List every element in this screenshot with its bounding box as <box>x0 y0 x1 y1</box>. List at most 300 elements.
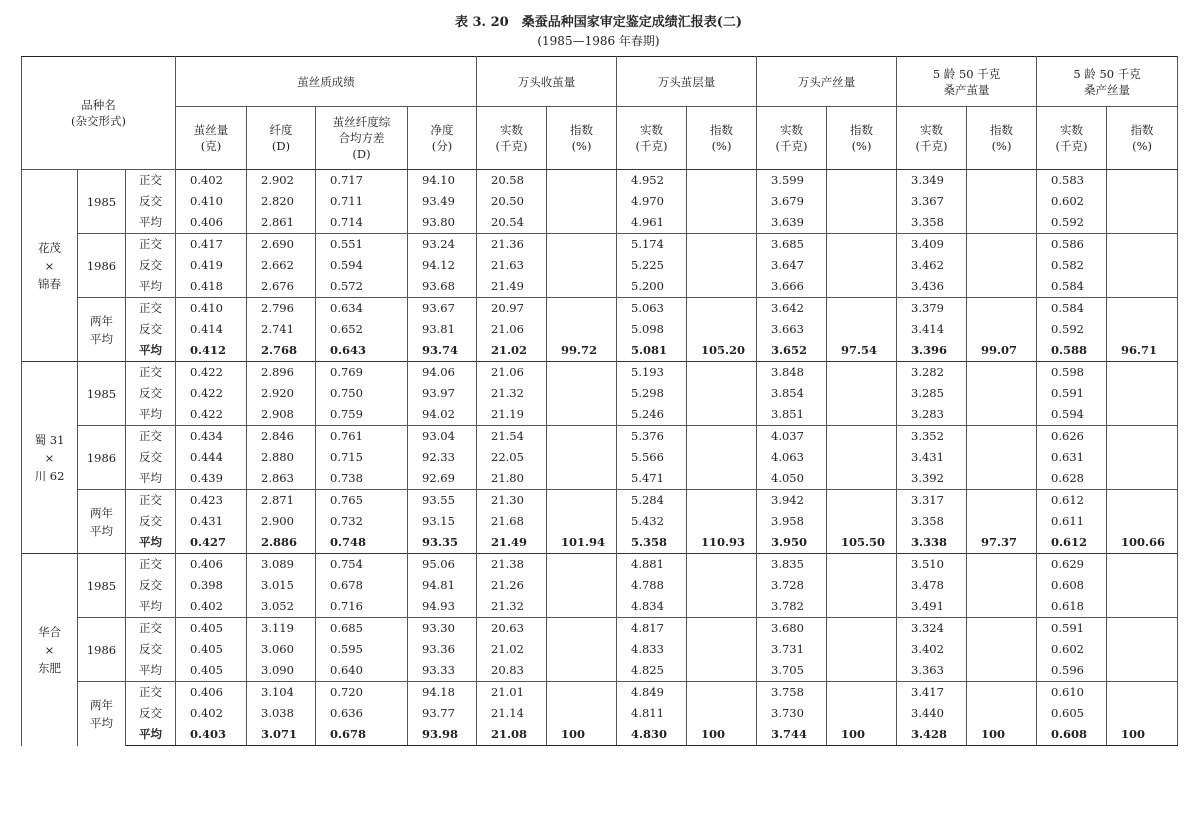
value-cell: 3.349 <box>897 170 967 192</box>
year-label: 1986 <box>78 426 126 490</box>
value-cell: 0.412 <box>176 340 247 362</box>
value-cell: 3.782 <box>757 596 827 618</box>
index-cell <box>967 362 1037 384</box>
index-cell <box>1107 618 1178 640</box>
value-cell: 92.69 <box>408 468 477 490</box>
header-actual: 实数 (千克) <box>1037 107 1107 170</box>
value-cell: 0.418 <box>176 276 247 298</box>
value-cell: 0.439 <box>176 468 247 490</box>
index-cell <box>1107 191 1178 212</box>
index-cell: 99.07 <box>967 340 1037 362</box>
index-cell <box>547 170 617 192</box>
index-cell <box>547 255 617 276</box>
value-cell: 3.338 <box>897 532 967 554</box>
value-cell: 94.18 <box>408 682 477 704</box>
year-label: 两年 平均 <box>78 682 126 746</box>
value-cell: 2.902 <box>247 170 316 192</box>
variety-name: 蜀 31 × 川 62 <box>22 362 78 554</box>
value-cell: 0.612 <box>1037 490 1107 512</box>
table-subtitle: (1985—1986 年春期) <box>537 34 660 48</box>
index-cell: 100 <box>547 724 617 746</box>
value-cell: 0.596 <box>1037 660 1107 682</box>
index-cell <box>687 575 757 596</box>
value-cell: 4.970 <box>617 191 687 212</box>
index-cell <box>967 276 1037 298</box>
index-cell <box>827 212 897 234</box>
value-cell: 0.405 <box>176 618 247 640</box>
cross-type: 平均 <box>126 660 176 682</box>
value-cell: 4.811 <box>617 703 687 724</box>
value-cell: 2.676 <box>247 276 316 298</box>
index-cell <box>1107 554 1178 576</box>
year-label: 1986 <box>78 618 126 682</box>
index-cell: 100 <box>827 724 897 746</box>
cross-type: 反交 <box>126 255 176 276</box>
cross-type: 正交 <box>126 234 176 256</box>
table-row <box>22 383 1178 404</box>
index-cell: 99.72 <box>547 340 617 362</box>
value-cell: 3.730 <box>757 703 827 724</box>
index-cell <box>1107 234 1178 256</box>
value-cell: 21.68 <box>477 511 547 532</box>
value-cell: 3.942 <box>757 490 827 512</box>
value-cell: 0.405 <box>176 639 247 660</box>
value-cell: 3.285 <box>897 383 967 404</box>
index-cell <box>547 639 617 660</box>
value-cell: 0.765 <box>316 490 408 512</box>
value-cell: 5.376 <box>617 426 687 448</box>
variety-name: 华合 × 东肥 <box>22 554 78 746</box>
value-cell: 3.417 <box>897 682 967 704</box>
value-cell: 0.738 <box>316 468 408 490</box>
index-cell <box>827 575 897 596</box>
cross-type: 反交 <box>126 639 176 660</box>
cross-type: 反交 <box>126 703 176 724</box>
value-cell: 3.950 <box>757 532 827 554</box>
value-cell: 3.639 <box>757 212 827 234</box>
value-cell: 3.060 <box>247 639 316 660</box>
index-cell <box>687 319 757 340</box>
index-cell <box>687 682 757 704</box>
index-cell <box>547 490 617 512</box>
value-cell: 20.63 <box>477 618 547 640</box>
index-cell <box>827 511 897 532</box>
header-index: 指数 (%) <box>827 107 897 170</box>
value-cell: 0.611 <box>1037 511 1107 532</box>
index-cell <box>547 234 617 256</box>
cross-type: 反交 <box>126 447 176 468</box>
index-cell <box>687 404 757 426</box>
value-cell: 93.30 <box>408 618 477 640</box>
table-row <box>22 340 1178 362</box>
value-cell: 20.50 <box>477 191 547 212</box>
table-row <box>22 554 1178 576</box>
value-cell: 0.711 <box>316 191 408 212</box>
index-cell <box>687 191 757 212</box>
value-cell: 0.588 <box>1037 340 1107 362</box>
header-index: 指数 (%) <box>547 107 617 170</box>
index-cell <box>827 404 897 426</box>
value-cell: 0.715 <box>316 447 408 468</box>
header-denier: 纤度 (D) <box>247 107 316 170</box>
index-cell <box>1107 298 1178 320</box>
value-cell: 0.652 <box>316 319 408 340</box>
index-cell <box>547 554 617 576</box>
index-cell <box>827 490 897 512</box>
index-cell <box>547 383 617 404</box>
value-cell: 3.090 <box>247 660 316 682</box>
value-cell: 0.444 <box>176 447 247 468</box>
value-cell: 3.071 <box>247 724 316 746</box>
cross-type: 平均 <box>126 212 176 234</box>
value-cell: 3.352 <box>897 426 967 448</box>
value-cell: 93.33 <box>408 660 477 682</box>
value-cell: 0.402 <box>176 596 247 618</box>
table-row <box>22 255 1178 276</box>
value-cell: 21.02 <box>477 340 547 362</box>
value-cell: 2.900 <box>247 511 316 532</box>
value-cell: 3.680 <box>757 618 827 640</box>
value-cell: 0.636 <box>316 703 408 724</box>
value-cell: 2.871 <box>247 490 316 512</box>
cross-type: 平均 <box>126 532 176 554</box>
value-cell: 0.583 <box>1037 170 1107 192</box>
cross-type: 反交 <box>126 319 176 340</box>
cross-type: 反交 <box>126 191 176 212</box>
index-cell <box>1107 596 1178 618</box>
value-cell: 0.594 <box>1037 404 1107 426</box>
value-cell: 0.419 <box>176 255 247 276</box>
value-cell: 0.634 <box>316 298 408 320</box>
value-cell: 0.716 <box>316 596 408 618</box>
header-mulberry-cocoon-group: 5 龄 50 千克 桑产茧量 <box>897 57 1037 107</box>
index-cell <box>827 447 897 468</box>
value-cell: 3.363 <box>897 660 967 682</box>
value-cell: 5.225 <box>617 255 687 276</box>
value-cell: 3.396 <box>897 340 967 362</box>
value-cell: 95.06 <box>408 554 477 576</box>
value-cell: 0.626 <box>1037 426 1107 448</box>
value-cell: 0.685 <box>316 618 408 640</box>
index-cell <box>687 490 757 512</box>
table-row <box>22 234 1178 256</box>
index-cell: 97.37 <box>967 532 1037 554</box>
table-row <box>22 276 1178 298</box>
value-cell: 5.432 <box>617 511 687 532</box>
index-cell <box>967 490 1037 512</box>
value-cell: 3.835 <box>757 554 827 576</box>
value-cell: 3.851 <box>757 404 827 426</box>
cross-type: 反交 <box>126 383 176 404</box>
value-cell: 0.434 <box>176 426 247 448</box>
value-cell: 21.36 <box>477 234 547 256</box>
value-cell: 0.403 <box>176 724 247 746</box>
index-cell <box>547 660 617 682</box>
value-cell: 0.602 <box>1037 639 1107 660</box>
value-cell: 2.863 <box>247 468 316 490</box>
value-cell: 4.952 <box>617 170 687 192</box>
header-actual: 实数 (千克) <box>757 107 827 170</box>
value-cell: 5.566 <box>617 447 687 468</box>
header-mulberry-silk-group: 5 龄 50 千克 桑产丝量 <box>1037 57 1178 107</box>
value-cell: 0.602 <box>1037 191 1107 212</box>
value-cell: 20.54 <box>477 212 547 234</box>
value-cell: 3.731 <box>757 639 827 660</box>
index-cell <box>687 554 757 576</box>
index-cell <box>1107 703 1178 724</box>
results-table <box>21 56 1178 746</box>
value-cell: 0.398 <box>176 575 247 596</box>
value-cell: 93.36 <box>408 639 477 660</box>
index-cell <box>1107 682 1178 704</box>
value-cell: 0.608 <box>1037 575 1107 596</box>
value-cell: 93.80 <box>408 212 477 234</box>
value-cell: 0.594 <box>316 255 408 276</box>
value-cell: 0.598 <box>1037 362 1107 384</box>
table-row <box>22 618 1178 640</box>
value-cell: 93.98 <box>408 724 477 746</box>
year-label: 1986 <box>78 234 126 298</box>
index-cell: 97.54 <box>827 340 897 362</box>
index-cell <box>1107 170 1178 192</box>
value-cell: 3.392 <box>897 468 967 490</box>
value-cell: 0.629 <box>1037 554 1107 576</box>
value-cell: 0.678 <box>316 575 408 596</box>
index-cell <box>687 660 757 682</box>
value-cell: 0.678 <box>316 724 408 746</box>
value-cell: 3.491 <box>897 596 967 618</box>
table-row <box>22 660 1178 682</box>
index-cell <box>967 596 1037 618</box>
value-cell: 3.652 <box>757 340 827 362</box>
cross-type: 反交 <box>126 511 176 532</box>
index-cell <box>547 682 617 704</box>
value-cell: 3.599 <box>757 170 827 192</box>
index-cell <box>1107 511 1178 532</box>
value-cell: 3.015 <box>247 575 316 596</box>
index-cell <box>827 554 897 576</box>
value-cell: 0.427 <box>176 532 247 554</box>
value-cell: 4.834 <box>617 596 687 618</box>
value-cell: 93.49 <box>408 191 477 212</box>
index-cell <box>1107 447 1178 468</box>
table-row <box>22 724 1178 746</box>
value-cell: 5.298 <box>617 383 687 404</box>
index-cell: 100 <box>1107 724 1178 746</box>
value-cell: 0.405 <box>176 660 247 682</box>
table-row <box>22 170 1178 192</box>
value-cell: 21.32 <box>477 596 547 618</box>
value-cell: 93.55 <box>408 490 477 512</box>
index-cell: 96.71 <box>1107 340 1178 362</box>
index-cell <box>1107 404 1178 426</box>
index-cell <box>967 447 1037 468</box>
header-actual: 实数 (千克) <box>617 107 687 170</box>
table-row <box>22 639 1178 660</box>
value-cell: 3.685 <box>757 234 827 256</box>
table-row <box>22 575 1178 596</box>
value-cell: 3.282 <box>897 362 967 384</box>
value-cell: 93.74 <box>408 340 477 362</box>
cross-type: 反交 <box>126 575 176 596</box>
value-cell: 0.402 <box>176 703 247 724</box>
index-cell <box>547 703 617 724</box>
value-cell: 5.081 <box>617 340 687 362</box>
value-cell: 0.410 <box>176 298 247 320</box>
table-row <box>22 319 1178 340</box>
value-cell: 3.728 <box>757 575 827 596</box>
index-cell <box>687 212 757 234</box>
index-cell <box>687 298 757 320</box>
index-cell <box>827 682 897 704</box>
value-cell: 3.744 <box>757 724 827 746</box>
value-cell: 94.06 <box>408 362 477 384</box>
index-cell <box>967 575 1037 596</box>
index-cell <box>547 618 617 640</box>
header-actual: 实数 (千克) <box>897 107 967 170</box>
index-cell <box>687 618 757 640</box>
index-cell <box>967 554 1037 576</box>
index-cell <box>967 682 1037 704</box>
value-cell: 3.358 <box>897 511 967 532</box>
index-cell <box>547 298 617 320</box>
value-cell: 0.717 <box>316 170 408 192</box>
header-variety: 品种名 (杂交形式) <box>22 57 176 170</box>
value-cell: 3.367 <box>897 191 967 212</box>
value-cell: 4.788 <box>617 575 687 596</box>
index-cell <box>1107 426 1178 448</box>
cross-type: 平均 <box>126 276 176 298</box>
index-cell <box>687 703 757 724</box>
value-cell: 2.690 <box>247 234 316 256</box>
value-cell: 0.605 <box>1037 703 1107 724</box>
index-cell <box>1107 383 1178 404</box>
header-neatness: 净度 (分) <box>408 107 477 170</box>
value-cell: 5.174 <box>617 234 687 256</box>
index-cell <box>827 383 897 404</box>
value-cell: 0.610 <box>1037 682 1107 704</box>
value-cell: 21.63 <box>477 255 547 276</box>
index-cell <box>687 170 757 192</box>
value-cell: 21.38 <box>477 554 547 576</box>
value-cell: 3.409 <box>897 234 967 256</box>
value-cell: 5.200 <box>617 276 687 298</box>
index-cell <box>1107 255 1178 276</box>
value-cell: 0.631 <box>1037 447 1107 468</box>
index-cell <box>967 404 1037 426</box>
value-cell: 3.679 <box>757 191 827 212</box>
index-cell <box>967 234 1037 256</box>
index-cell <box>967 426 1037 448</box>
value-cell: 5.358 <box>617 532 687 554</box>
index-cell <box>827 426 897 448</box>
index-cell <box>547 426 617 448</box>
value-cell: 3.414 <box>897 319 967 340</box>
index-cell <box>547 191 617 212</box>
value-cell: 0.643 <box>316 340 408 362</box>
value-cell: 21.06 <box>477 362 547 384</box>
value-cell: 94.93 <box>408 596 477 618</box>
value-cell: 4.037 <box>757 426 827 448</box>
value-cell: 0.750 <box>316 383 408 404</box>
value-cell: 21.08 <box>477 724 547 746</box>
value-cell: 3.324 <box>897 618 967 640</box>
value-cell: 0.640 <box>316 660 408 682</box>
header-denier-variance: 茧丝纤度综 合均方差 (D) <box>316 107 408 170</box>
value-cell: 0.592 <box>1037 212 1107 234</box>
index-cell <box>967 639 1037 660</box>
cross-type: 平均 <box>126 404 176 426</box>
value-cell: 21.32 <box>477 383 547 404</box>
value-cell: 2.820 <box>247 191 316 212</box>
index-cell <box>1107 362 1178 384</box>
value-cell: 0.628 <box>1037 468 1107 490</box>
index-cell <box>967 383 1037 404</box>
value-cell: 22.05 <box>477 447 547 468</box>
value-cell: 5.284 <box>617 490 687 512</box>
table-row <box>22 426 1178 448</box>
value-cell: 2.846 <box>247 426 316 448</box>
value-cell: 20.83 <box>477 660 547 682</box>
index-cell <box>547 319 617 340</box>
table-row <box>22 511 1178 532</box>
index-cell: 105.50 <box>827 532 897 554</box>
value-cell: 2.662 <box>247 255 316 276</box>
index-cell: 100.66 <box>1107 532 1178 554</box>
cross-type: 正交 <box>126 554 176 576</box>
value-cell: 0.608 <box>1037 724 1107 746</box>
table-row <box>22 191 1178 212</box>
value-cell: 0.423 <box>176 490 247 512</box>
index-cell <box>687 234 757 256</box>
index-cell <box>1107 639 1178 660</box>
value-cell: 4.817 <box>617 618 687 640</box>
value-cell: 0.572 <box>316 276 408 298</box>
value-cell: 3.663 <box>757 319 827 340</box>
value-cell: 2.741 <box>247 319 316 340</box>
table-row <box>22 212 1178 234</box>
table-row <box>22 596 1178 618</box>
header-actual: 实数 (千克) <box>477 107 547 170</box>
value-cell: 0.406 <box>176 554 247 576</box>
value-cell: 0.769 <box>316 362 408 384</box>
table-row <box>22 703 1178 724</box>
variety-name: 花茂 × 锦春 <box>22 170 78 362</box>
header-index: 指数 (%) <box>687 107 757 170</box>
value-cell: 2.796 <box>247 298 316 320</box>
cross-type: 正交 <box>126 362 176 384</box>
index-cell <box>687 276 757 298</box>
value-cell: 21.19 <box>477 404 547 426</box>
cross-type: 平均 <box>126 596 176 618</box>
value-cell: 2.861 <box>247 212 316 234</box>
value-cell: 3.119 <box>247 618 316 640</box>
value-cell: 3.402 <box>897 639 967 660</box>
value-cell: 0.759 <box>316 404 408 426</box>
index-cell <box>687 447 757 468</box>
value-cell: 0.595 <box>316 639 408 660</box>
value-cell: 93.35 <box>408 532 477 554</box>
value-cell: 3.758 <box>757 682 827 704</box>
value-cell: 93.81 <box>408 319 477 340</box>
year-label: 两年 平均 <box>78 298 126 362</box>
table-row <box>22 682 1178 704</box>
value-cell: 21.06 <box>477 319 547 340</box>
value-cell: 0.417 <box>176 234 247 256</box>
index-cell <box>1107 212 1178 234</box>
value-cell: 93.97 <box>408 383 477 404</box>
value-cell: 3.854 <box>757 383 827 404</box>
